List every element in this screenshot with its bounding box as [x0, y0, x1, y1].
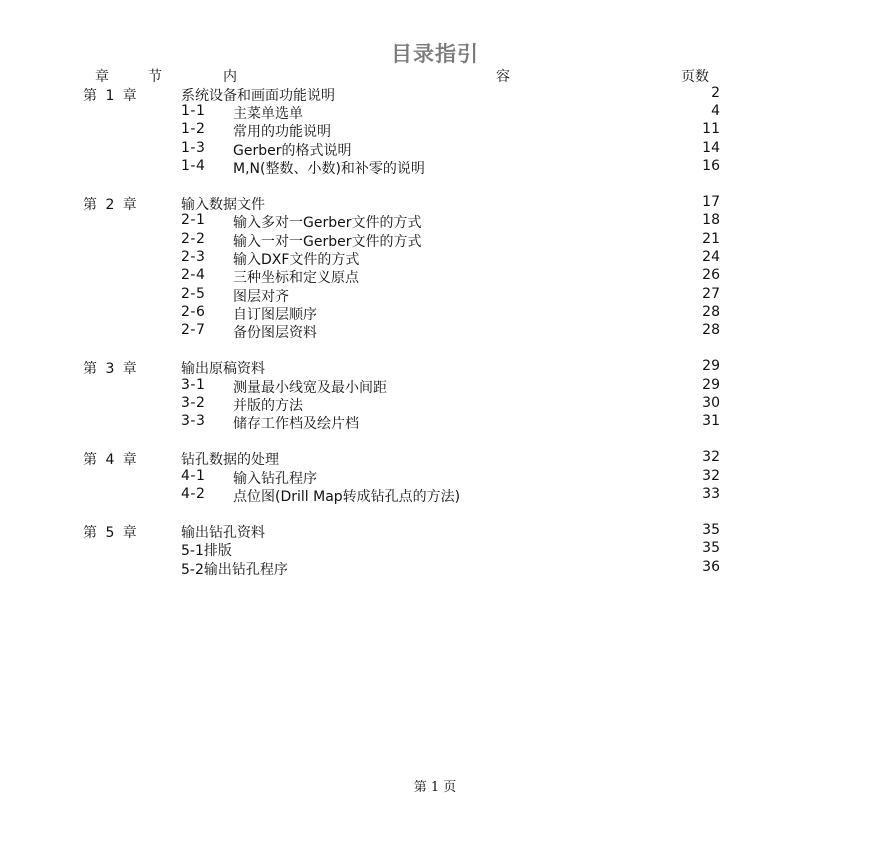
toc-chapter-row: [0, 194, 870, 212]
toc-chapter-row: [0, 358, 870, 376]
toc-section-row: [0, 103, 870, 121]
section-number: 2-6: [181, 304, 206, 320]
entry-title: 钻孔数据的处理: [181, 452, 279, 468]
toc-section-row: [0, 140, 870, 158]
toc-chapter-row: [0, 449, 870, 467]
section-number: 2-2: [181, 231, 206, 247]
header-chapter: 章: [95, 69, 109, 85]
section-number: 3-1: [181, 377, 206, 393]
section-number: 2-5: [181, 286, 206, 302]
page-number: 35: [702, 522, 720, 538]
toc-section-row: [0, 212, 870, 230]
header-pages: 页数: [681, 69, 709, 85]
toc-section-row: [0, 377, 870, 395]
page-number: 32: [702, 449, 720, 465]
chapter-label: 第 1 章: [83, 88, 139, 104]
toc-section-row: [0, 249, 870, 267]
toc-chapter-row: [0, 85, 870, 103]
entry-title: 输入DXF文件的方式: [233, 252, 360, 268]
chapter-label: 第 4 章: [83, 452, 139, 468]
page-number: 2: [711, 85, 720, 101]
toc-section-row: [0, 286, 870, 304]
section-number: 1-2: [181, 121, 206, 137]
page-number: 14: [702, 140, 720, 156]
page-number: 21: [702, 231, 720, 247]
page-number: 29: [702, 358, 720, 374]
entry-title: 主菜单选单: [233, 106, 303, 122]
page-title: 目录指引: [391, 42, 479, 66]
entry-title: Gerber的格式说明: [233, 143, 352, 159]
page-number: 32: [702, 468, 720, 484]
toc-chapter-row: [0, 522, 870, 540]
page-number: 35: [702, 540, 720, 556]
page-number: 31: [702, 413, 720, 429]
entry-title: 5-1排版: [181, 543, 232, 559]
toc-section-row: [0, 395, 870, 413]
entry-title: M,N(整数、小数)和补零的说明: [233, 161, 425, 177]
entry-title: 三种坐标和定义原点: [233, 270, 359, 286]
section-number: 1-1: [181, 103, 206, 119]
page-number: 17: [702, 194, 720, 210]
chapter-label: 第 5 章: [83, 525, 139, 541]
toc-section-row: [0, 231, 870, 249]
page-number: 30: [702, 395, 720, 411]
section-number: 3-3: [181, 413, 206, 429]
section-number: 3-2: [181, 395, 206, 411]
toc-section-row: [0, 413, 870, 431]
toc-section-row: [0, 322, 870, 340]
entry-title: 输出钻孔资料: [181, 525, 265, 541]
page-number: 33: [702, 486, 720, 502]
page-footer: 第 1 页: [413, 780, 457, 795]
section-number: 2-4: [181, 267, 206, 283]
entry-title: 点位图(Drill Map转成钻孔点的方法): [233, 489, 461, 505]
toc-section-row: [0, 267, 870, 285]
section-number: 4-2: [181, 486, 206, 502]
entry-title: 测量最小线宽及最小间距: [233, 380, 387, 396]
entry-title: 输出原稿资料: [181, 361, 265, 377]
toc-section-row: [0, 468, 870, 486]
header-content-left: 内: [223, 69, 237, 85]
section-number: 1-3: [181, 140, 206, 156]
toc-section-row: [0, 121, 870, 139]
entry-title: 常用的功能说明: [233, 124, 331, 140]
page-number: 28: [702, 304, 720, 320]
section-number: 2-7: [181, 322, 206, 338]
entry-title: 系统设备和画面功能说明: [181, 88, 335, 104]
chapter-label: 第 2 章: [83, 197, 139, 213]
page-number: 27: [702, 286, 720, 302]
section-number: 1-4: [181, 158, 206, 174]
entry-title: 储存工作档及绘片档: [233, 416, 359, 432]
page-number: 24: [702, 249, 720, 265]
page-number: 28: [702, 322, 720, 338]
toc-section-row: [0, 486, 870, 504]
header-section: 节: [148, 69, 162, 85]
toc-section-row: [0, 540, 870, 558]
page-number: 29: [702, 377, 720, 393]
page-number: 18: [702, 212, 720, 228]
header-content-right: 容: [496, 69, 510, 85]
page-number: 4: [711, 103, 720, 119]
entry-title: 备份图层资料: [233, 325, 317, 341]
page-number: 36: [702, 559, 720, 575]
toc-section-row: [0, 158, 870, 176]
page-number: 26: [702, 267, 720, 283]
entry-title: 输入一对一Gerber文件的方式: [233, 234, 422, 250]
entry-title: 输入多对一Gerber文件的方式: [233, 215, 422, 231]
section-number: 2-1: [181, 212, 206, 228]
entry-title: 5-2输出钻孔程序: [181, 562, 288, 578]
chapter-label: 第 3 章: [83, 361, 139, 377]
page-number: 11: [702, 121, 720, 137]
entry-title: 图层对齐: [233, 289, 289, 305]
section-number: 2-3: [181, 249, 206, 265]
toc-section-row: [0, 559, 870, 577]
entry-title: 并版的方法: [233, 398, 303, 414]
entry-title: 输入数据文件: [181, 197, 265, 213]
section-number: 4-1: [181, 468, 206, 484]
entry-title: 自订图层顺序: [233, 307, 317, 323]
entry-title: 输入钻孔程序: [233, 471, 317, 487]
toc-section-row: [0, 304, 870, 322]
page-number: 16: [702, 158, 720, 174]
